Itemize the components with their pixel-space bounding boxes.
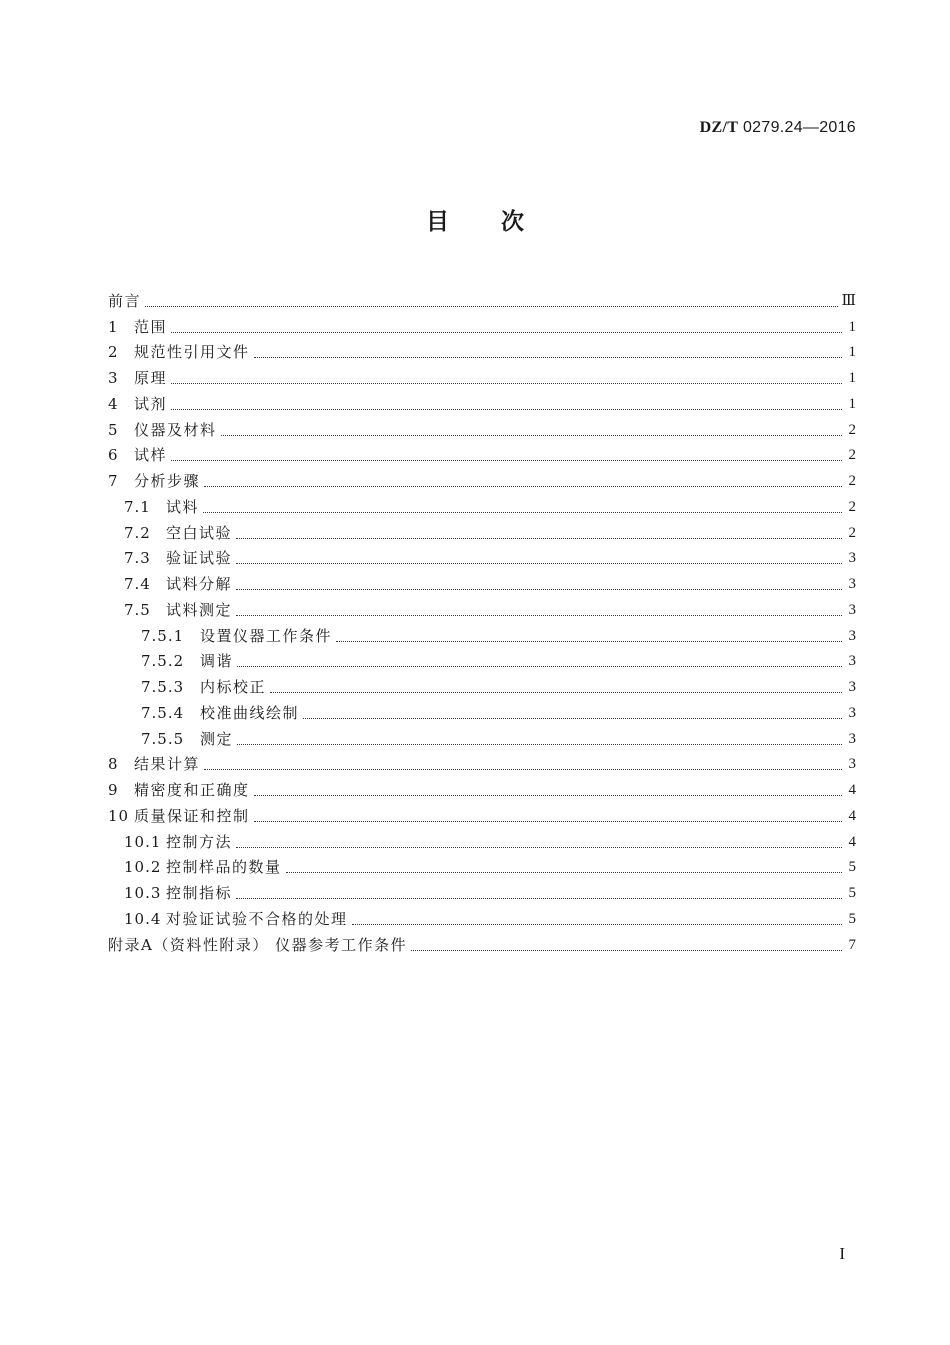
toc-dot-leader: [236, 601, 842, 620]
toc-entry-number: 7.5.5: [141, 729, 185, 748]
toc-entry-number: 6: [108, 446, 119, 465]
toc-dot-leader: [236, 549, 842, 568]
toc-entry-page: 2: [848, 421, 856, 438]
toc-entry-title: 内标校正: [200, 678, 267, 696]
toc-entry-title: 验证试验: [166, 549, 233, 568]
toc-entry[interactable]: [108, 594, 856, 620]
toc-entry-page: 2: [848, 524, 856, 541]
toc-entry[interactable]: [108, 491, 856, 517]
toc-dot-leader: [254, 807, 842, 826]
toc-dot-leader: [203, 498, 842, 517]
toc-entry-page: 3: [848, 756, 856, 773]
toc-entry-number: 7: [108, 472, 119, 490]
toc-entry-title: 设置仪器工作条件: [200, 626, 333, 645]
toc-entry-title: 测定: [200, 729, 234, 748]
toc-entry[interactable]: [108, 903, 856, 929]
toc-entry-page: 2: [848, 498, 856, 515]
toc-entry-title: 前言: [108, 291, 142, 310]
toc-entry-number: 10.1: [124, 832, 162, 851]
toc-entry-title: 试料: [166, 497, 200, 516]
toc-dot-leader: [352, 910, 842, 929]
toc-entry-title: 试料分解: [166, 575, 233, 593]
toc-entry[interactable]: [108, 362, 856, 388]
toc-entry[interactable]: [108, 774, 856, 800]
toc-entry-page: 3: [848, 679, 856, 695]
toc-entry-page: 5: [848, 910, 856, 927]
toc-entry[interactable]: [108, 465, 856, 491]
table-of-contents: [108, 285, 856, 955]
toc-entry[interactable]: [108, 517, 856, 543]
toc-entry-number: 7.5.3: [141, 678, 185, 696]
toc-entry-page: 3: [848, 550, 856, 567]
toc-entry[interactable]: [108, 800, 856, 826]
toc-entry-title: 对验证试验不合格的处理: [166, 909, 348, 928]
toc-dot-leader: [336, 627, 842, 646]
toc-entry-page: 7: [848, 936, 856, 953]
toc-entry-number: 10.3: [124, 884, 162, 902]
toc-entry-page: 3: [848, 730, 856, 747]
toc-dot-leader: [204, 472, 842, 491]
toc-dot-leader: [171, 318, 842, 337]
toc-entry-page: 5: [848, 859, 856, 876]
toc-entry-title: 控制指标: [166, 884, 233, 902]
toc-entry-page: 4: [848, 833, 856, 850]
toc-dot-leader: [270, 678, 842, 697]
toc-dot-leader: [236, 884, 842, 903]
toc-entry-number: 3: [108, 369, 119, 387]
toc-entry-page: 3: [848, 601, 856, 618]
toc-entry-title: 分析步骤: [134, 472, 201, 490]
toc-dot-leader: [171, 395, 842, 414]
toc-entry-number: 4: [108, 394, 119, 413]
toc-entry-number: 2: [108, 343, 119, 362]
toc-entry[interactable]: [108, 440, 856, 466]
toc-entry-page: 2: [848, 473, 856, 489]
toc-entry-title: 仪器及材料: [134, 420, 217, 439]
page-title: 目次: [426, 208, 576, 235]
toc-entry-title: 范围: [134, 317, 168, 336]
toc-entry[interactable]: [108, 671, 856, 697]
toc-dot-leader: [204, 755, 842, 774]
toc-entry-number: 7.1: [124, 497, 151, 516]
toc-dot-leader: [171, 446, 842, 465]
toc-entry-title: 调谐: [200, 652, 234, 671]
toc-entry-number: 8: [108, 755, 119, 774]
standard-code: [700, 119, 856, 137]
toc-entry-number: 7.5.1: [141, 626, 185, 645]
toc-entry-page: 4: [848, 807, 856, 824]
toc-entry-number: 7.2: [124, 523, 151, 542]
toc-entry-number: 7.5.2: [141, 652, 185, 671]
toc-entry[interactable]: [108, 723, 856, 749]
toc-entry-page: 3: [848, 704, 856, 721]
toc-entry[interactable]: [108, 388, 856, 414]
toc-entry[interactable]: [108, 697, 856, 723]
toc-entry[interactable]: [108, 929, 856, 955]
toc-dot-leader: [236, 524, 842, 543]
toc-entry-title: 规范性引用文件: [134, 343, 250, 362]
toc-entry-page: 3: [848, 653, 856, 670]
toc-dot-leader: [286, 858, 842, 877]
toc-dot-leader: [171, 369, 842, 388]
toc-entry-title: 附录A（资料性附录） 仪器参考工作条件: [108, 935, 408, 954]
toc-entry[interactable]: [108, 543, 856, 569]
toc-entry-number: 7.5: [124, 600, 151, 619]
toc-entry[interactable]: [108, 646, 856, 672]
toc-entry[interactable]: [108, 620, 856, 646]
toc-entry-page: 4: [848, 782, 856, 798]
toc-entry[interactable]: [108, 877, 856, 903]
toc-entry-page: 3: [848, 576, 856, 592]
toc-entry-title: 控制方法: [166, 832, 233, 851]
toc-entry[interactable]: [108, 826, 856, 852]
toc-dot-leader: [236, 575, 842, 594]
standard-number: 0279.24—2016: [742, 119, 856, 136]
toc-entry-number: 7.5.4: [141, 703, 185, 722]
toc-entry[interactable]: [108, 414, 856, 440]
toc-entry-title: 控制样品的数量: [166, 858, 282, 877]
toc-dot-leader: [221, 421, 842, 440]
toc-entry-page: 1: [848, 318, 856, 335]
toc-entry-title: 校准曲线绘制: [200, 703, 300, 722]
toc-entry-number: 10: [108, 806, 130, 825]
toc-dot-leader: [237, 652, 842, 671]
toc-entry-title: 精密度和正确度: [134, 781, 250, 799]
toc-entry-page: 2: [848, 447, 856, 464]
toc-entry-number: 7.3: [124, 549, 151, 568]
toc-entry[interactable]: [108, 749, 856, 775]
toc-entry[interactable]: [108, 568, 856, 594]
toc-entry-number: 10.2: [124, 858, 162, 877]
toc-entry[interactable]: [108, 852, 856, 878]
page-number: I: [839, 1244, 845, 1263]
toc-entry-title: 试样: [134, 446, 168, 465]
toc-entry[interactable]: [108, 285, 856, 311]
toc-entry[interactable]: [108, 311, 856, 337]
toc-entry-number: 1: [108, 317, 119, 336]
toc-entry-page: 5: [848, 885, 856, 901]
toc-entry-number: 5: [108, 420, 119, 439]
toc-entry-page: 1: [848, 395, 856, 412]
toc-entry-number: 10.4: [124, 909, 162, 928]
toc-dot-leader: [145, 292, 838, 311]
toc-entry-title: 结果计算: [134, 755, 201, 774]
toc-dot-leader: [254, 781, 842, 800]
toc-entry-title: 质量保证和控制: [134, 806, 250, 825]
toc-dot-leader: [411, 936, 842, 955]
toc-entry-page: 3: [848, 627, 856, 644]
toc-dot-leader: [237, 730, 842, 749]
toc-entry-page: 1: [848, 344, 856, 361]
standard-prefix: DZ/T: [699, 119, 739, 136]
toc-dot-leader: [236, 833, 842, 852]
toc-entry-title: 原理: [134, 369, 168, 387]
toc-entry-page: Ⅲ: [841, 292, 856, 309]
toc-entry-number: 9: [108, 781, 119, 799]
toc-entry[interactable]: [108, 337, 856, 363]
toc-entry-number: 7.4: [124, 575, 151, 593]
toc-entry-page: 1: [848, 370, 856, 386]
toc-entry-title: 试剂: [134, 394, 168, 413]
toc-dot-leader: [254, 343, 842, 362]
toc-entry-title: 空白试验: [166, 523, 233, 542]
toc-entry-title: 试料测定: [166, 600, 233, 619]
toc-dot-leader: [303, 704, 842, 723]
